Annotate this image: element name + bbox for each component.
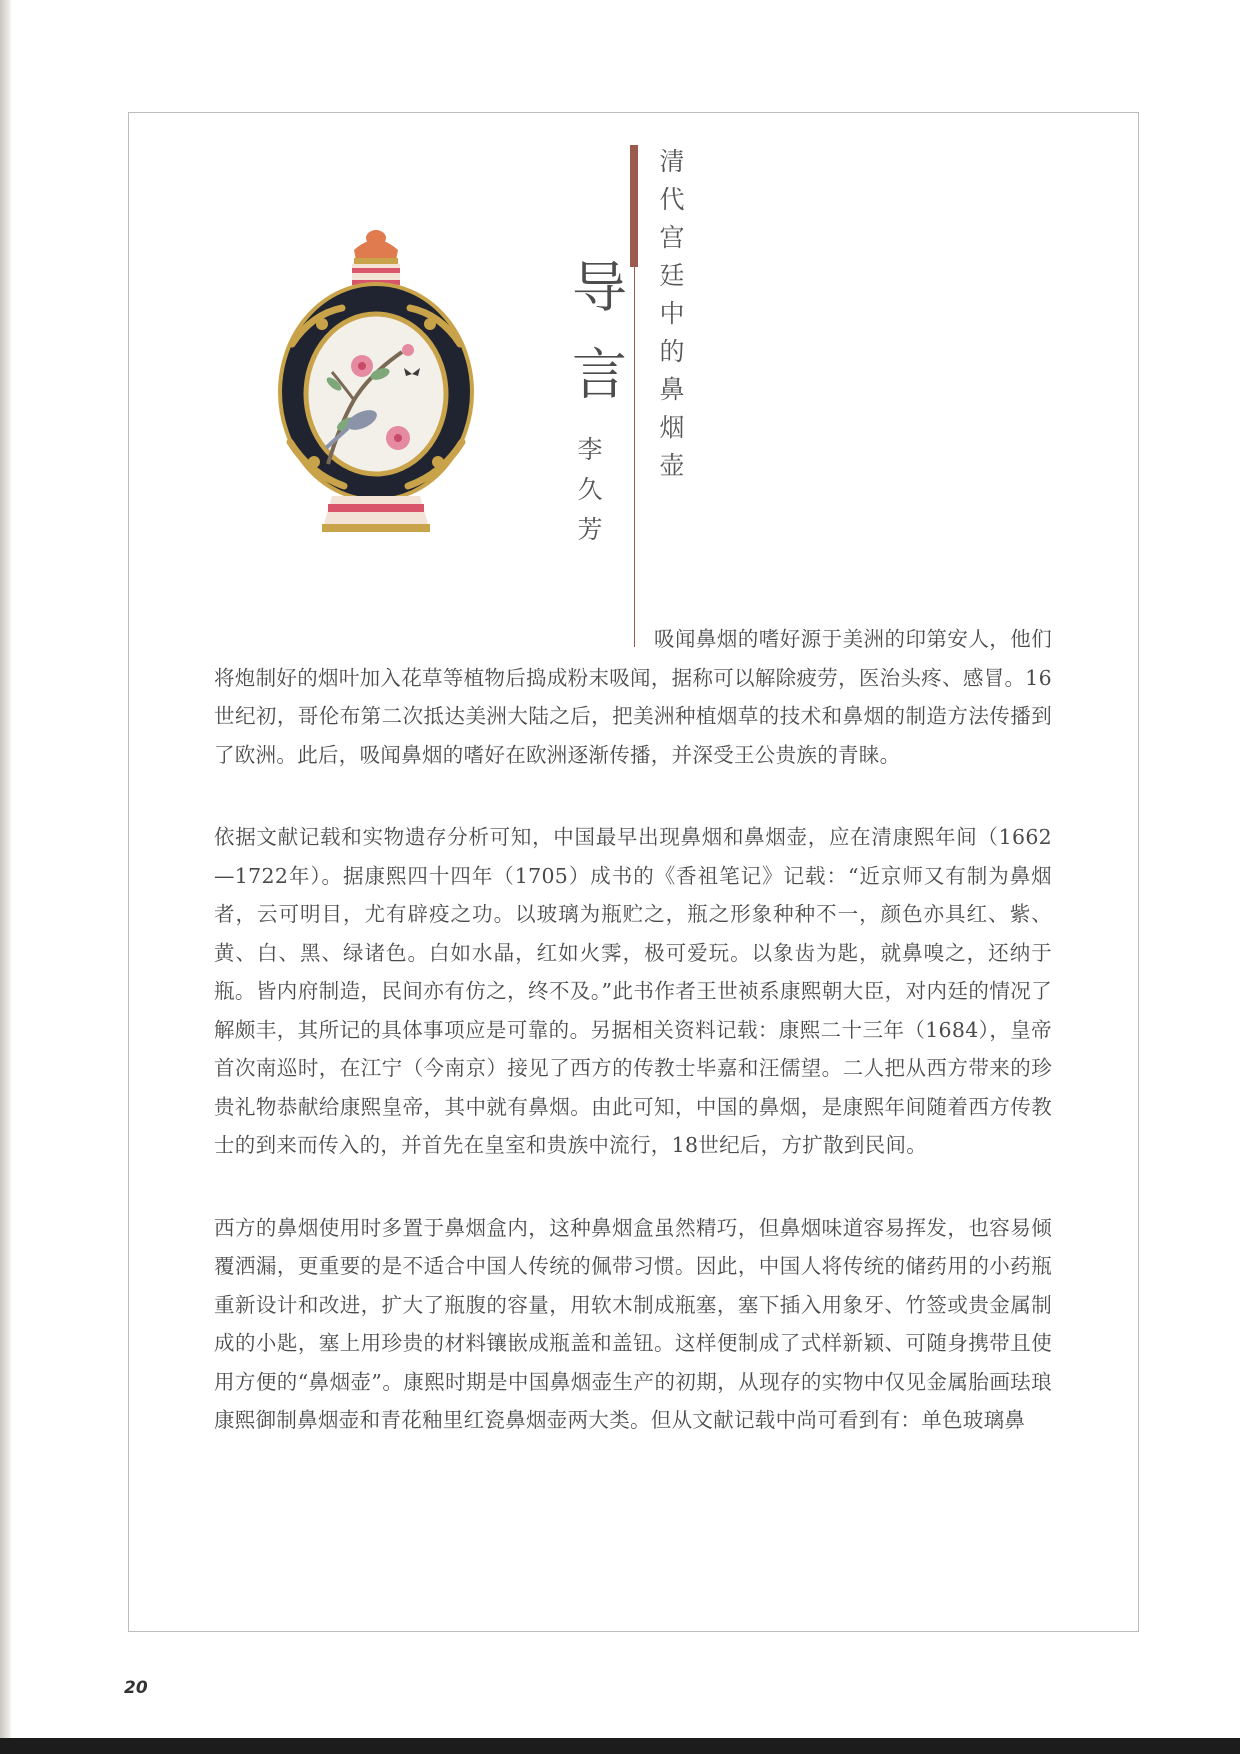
paragraph-2: 依据文献记载和实物遗存分析可知，中国最早出现鼻烟和鼻烟壶，应在清康熙年间（1662—1722年）。据康熙四十四年（1705）成书的《香祖笔记》记载：“近京师又有制为鼻烟者，云可明目，尤有辟疫之功。以玻璃为瓶贮之，瓶之形象种种不一，颜色亦具红、紫、黄、白、黑、绿诸色。白如水晶，红如火霁，极可爱玩。以象齿为匙，就鼻嗅之，还纳于瓶。皆内府制造，民间亦有仿之，终不及。”此书作者王世祯系康熙朝大臣，对内廷的情况了解颇丰，其所记的具体事项应是可靠的。另据相关资料记载：康熙二十三年（1684），皇帝首次南巡时，在江宁（今南京）接见了西方的传教士毕嘉和汪儒望。二人把从西方带来的珍贵礼物恭献给康熙皇帝，其中就有鼻烟。由此可知，中国的鼻烟，是康熙年间随着西方传教士的到来而传入的，并首先在皇室和贵族中流行，18世纪后，方扩散到民间。	[214, 825, 1052, 1157]
body-text	[214, 620, 1052, 1484]
scan-bottom-edge	[0, 1738, 1240, 1754]
page-title: 导言	[563, 258, 627, 432]
paragraph-3: 西方的鼻烟使用时多置于鼻烟盒内，这种鼻烟盒虽然精巧，但鼻烟味道容易挥发，也容易倾覆洒漏，更重要的是不适合中国人传统的佩带习惯。因此，中国人将传统的储药用的小药瓶重新设计和改进，扩大了瓶腹的容量，用软木制成瓶塞，塞下插入用象牙、竹签或贵金属制成的小匙，塞上用珍贵的材料镶嵌成瓶盖和盖钮。这样便制成了式样新颖、可随身携带且使用方便的“鼻烟壶”。康熙时期是中国鼻烟壶生产的初期，从现存的实物中仅见金属胎画珐琅康熙御制鼻烟壶和青花釉里红瓷鼻烟壶两大类。但从文献记载中尚可看到有：单色玻璃鼻	[214, 1215, 1052, 1432]
author-name: 李久芳	[574, 436, 603, 556]
snuff-bottle-image	[262, 224, 490, 548]
title-accent-bar	[630, 145, 638, 267]
page-number: 20	[124, 1678, 148, 1698]
series-title: 清代宫廷中的鼻烟壶	[656, 148, 685, 490]
paragraph-1: 吸闻鼻烟的嗜好源于美洲的印第安人，他们将炮制好的烟叶加入花草等植物后捣成粉末吸闻，据称可以解除疲劳，医治头疼、感冒。16世纪初，哥伦布第二次抵达美洲大陆之后，把美洲种植烟草的技术和鼻烟的制造方法传播到了欧洲。此后，吸闻鼻烟的嗜好在欧洲逐渐传播，并深受王公贵族的青睐。	[214, 627, 1052, 767]
book-spine-shadow	[0, 0, 12, 1754]
